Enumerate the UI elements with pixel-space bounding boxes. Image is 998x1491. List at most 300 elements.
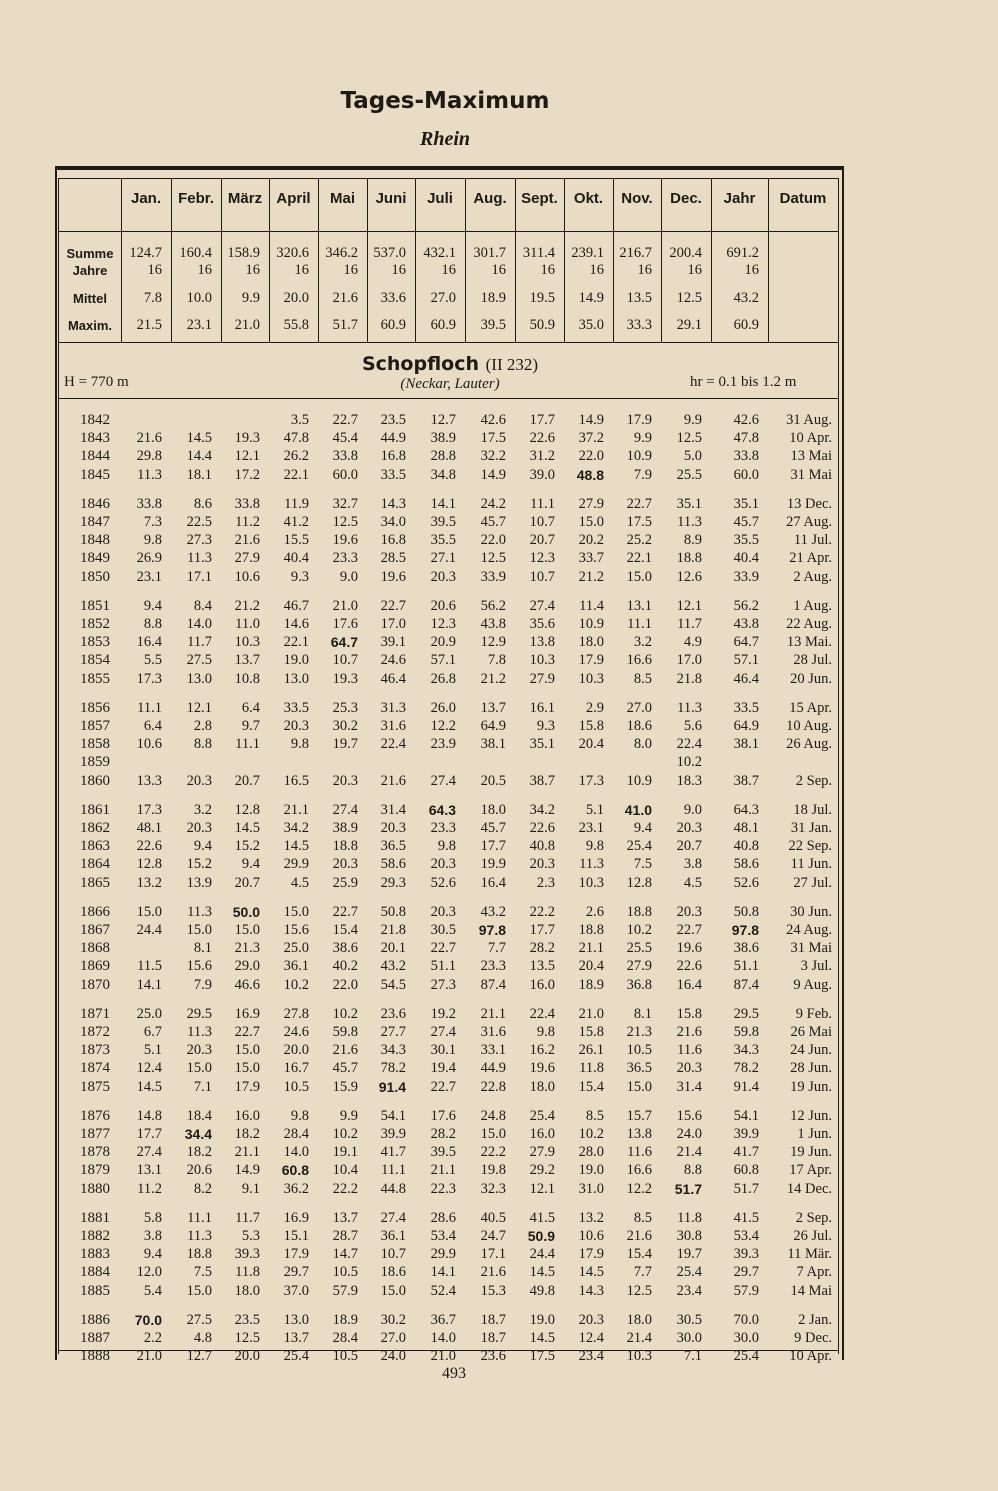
table-cell: 9.8: [143, 532, 162, 549]
table-cell: 20.6: [430, 597, 456, 614]
year-label: 1857: [80, 718, 110, 734]
table-cell: 39.9: [733, 1126, 759, 1142]
table-cell: 33.8: [136, 495, 162, 512]
summary-cell: 16: [245, 262, 260, 278]
table-cell: 31 Mai: [790, 466, 832, 483]
table-cell: 8.2: [193, 1180, 212, 1197]
table-cell: 10.5: [332, 1348, 358, 1365]
table-cell: 21.0: [430, 1348, 456, 1365]
table-cell: 11.3: [187, 1024, 212, 1040]
table-cell: 54.5: [380, 976, 406, 993]
table-cell: 27.5: [186, 1311, 212, 1328]
table-cell: 28.5: [380, 550, 406, 567]
table-cell: 30.0: [676, 1330, 702, 1346]
summary-cell: 33.3: [626, 317, 652, 333]
table-cell: 18.1: [186, 466, 212, 483]
table-cell: 20.5: [480, 772, 506, 789]
table-cell: 31 Jan.: [790, 820, 832, 836]
table-cell: 14.1: [430, 495, 456, 512]
table-cell: 39.9: [380, 1126, 406, 1142]
table-cell: 19.2: [430, 1005, 456, 1022]
year-label: 1862: [80, 820, 110, 836]
table-cell: 7.8: [487, 652, 506, 669]
table-cell: 21.0: [136, 1348, 162, 1365]
table-cell: 17.9: [578, 1246, 604, 1263]
row-rule: [58, 342, 838, 343]
table-cell: 31.4: [676, 1078, 702, 1095]
table-cell: 33.1: [480, 1042, 506, 1059]
summary-cell: 39.5: [480, 317, 506, 333]
table-cell: 2.8: [193, 718, 212, 734]
table-cell: 35.1: [676, 495, 702, 512]
table-cell: 34.4: [184, 1126, 212, 1142]
table-cell: 10.3: [529, 652, 555, 669]
column-header: Febr.: [178, 190, 214, 207]
table-cell: 23.5: [234, 1311, 260, 1328]
table-cell: 23.3: [480, 958, 506, 975]
table-cell: 14.5: [234, 820, 260, 836]
table-cell: 39.3: [234, 1246, 260, 1263]
table-cell: 2 Aug.: [793, 568, 832, 585]
table-cell: 97.8: [478, 922, 506, 938]
table-cell: 22.7: [332, 903, 358, 920]
year-label: 1860: [80, 772, 110, 789]
table-cell: 45.4: [332, 430, 358, 447]
table-cell: 4.5: [290, 874, 309, 891]
table-cell: 20.3: [380, 820, 406, 836]
table-cell: 21.0: [578, 1005, 604, 1022]
table-cell: 48.8: [576, 466, 604, 483]
table-cell: 12.1: [529, 1180, 555, 1197]
table-cell: 9 Aug.: [793, 976, 832, 993]
table-cell: 17.7: [136, 1126, 162, 1142]
table-cell: 28.4: [332, 1330, 358, 1346]
table-cell: 20.3: [430, 903, 456, 920]
table-cell: 33.8: [733, 448, 759, 465]
table-cell: 10.4: [332, 1162, 358, 1179]
table-cell: 12.7: [186, 1348, 212, 1365]
table-cell: 27 Aug.: [786, 514, 832, 530]
table-cell: 15.0: [626, 568, 652, 585]
table-cell: 36.1: [283, 958, 309, 975]
table-cell: 15.9: [332, 1078, 358, 1095]
table-cell: 21.1: [283, 801, 309, 818]
table-cell: 7.1: [683, 1348, 702, 1365]
table-cell: 12.9: [480, 634, 506, 651]
year-label: 1881: [80, 1209, 110, 1226]
station-basin: (Neckar, Lauter): [400, 376, 500, 392]
table-cell: 13 Mai.: [786, 634, 832, 651]
table-cell: 11.1: [137, 699, 162, 716]
table-cell: 23.5: [380, 412, 406, 428]
table-cell: 12.2: [430, 718, 456, 734]
table-cell: 19 Jun.: [790, 1078, 832, 1095]
table-cell: 53.4: [733, 1228, 759, 1244]
table-cell: 12 Jun.: [790, 1107, 832, 1124]
table-cell: 32.2: [480, 448, 506, 465]
table-cell: 26.2: [283, 448, 309, 465]
table-cell: 22.7: [332, 412, 358, 428]
column-header: Nov.: [621, 190, 653, 207]
table-cell: 14.1: [136, 976, 162, 993]
table-cell: 20.1: [380, 940, 406, 957]
table-cell: 37.0: [283, 1282, 309, 1299]
summary-cell: 50.9: [529, 317, 555, 333]
table-cell: 35.1: [733, 495, 759, 512]
year-label: 1845: [80, 466, 110, 483]
table-cell: 12.5: [480, 550, 506, 567]
summary-label: Mittel: [73, 291, 107, 306]
table-cell: 39.0: [529, 466, 555, 483]
table-cell: 20.3: [332, 772, 358, 789]
table-cell: 51.1: [430, 958, 456, 975]
table-cell: 14.0: [186, 616, 212, 632]
table-cell: 7.5: [633, 856, 652, 873]
table-cell: 27.4: [430, 1024, 456, 1040]
table-cell: 25.4: [676, 1264, 702, 1281]
table-cell: 10.9: [626, 772, 652, 789]
summary-cell: 16: [147, 262, 162, 278]
summary-cell: 124.7: [129, 245, 162, 261]
table-cell: 18.7: [480, 1330, 506, 1346]
table-cell: 22 Aug.: [786, 616, 832, 632]
table-cell: 11.1: [627, 616, 652, 632]
table-cell: 7.3: [143, 514, 162, 530]
table-cell: 11.0: [235, 616, 260, 632]
table-cell: 11.4: [579, 597, 604, 614]
table-cell: 20.3: [332, 856, 358, 873]
table-cell: 31 Mai: [790, 940, 832, 957]
table-cell: 37.2: [578, 430, 604, 447]
table-cell: 33.9: [733, 568, 759, 585]
table-cell: 22.4: [529, 1005, 555, 1022]
table-cell: 24.4: [529, 1246, 555, 1263]
table-cell: 32.3: [480, 1180, 506, 1197]
table-cell: 35.1: [529, 736, 555, 753]
table-cell: 24.4: [136, 922, 162, 938]
table-cell: 26.8: [430, 670, 456, 687]
table-cell: 22.1: [283, 466, 309, 483]
table-cell: 20.7: [529, 532, 555, 549]
year-label: 1853: [80, 634, 110, 651]
table-cell: 2 Jan.: [798, 1311, 832, 1328]
year-label: 1854: [80, 652, 110, 669]
year-label: 1887: [80, 1330, 110, 1346]
year-label: 1875: [80, 1078, 110, 1095]
table-cell: 31.6: [380, 718, 406, 734]
table-cell: 38.6: [733, 940, 759, 957]
year-label: 1870: [80, 976, 110, 993]
table-cell: 9.8: [585, 838, 604, 855]
table-cell: 64.7: [330, 634, 358, 651]
summary-cell: 16: [294, 262, 309, 278]
table-cell: 15.1: [283, 1228, 309, 1244]
table-cell: 17.9: [283, 1246, 309, 1263]
table-cell: 52.6: [733, 874, 759, 891]
table-cell: 22.4: [380, 736, 406, 753]
page-title: Tages-Maximum: [340, 88, 550, 114]
table-cell: 35.5: [430, 532, 456, 549]
table-cell: 38.9: [332, 820, 358, 836]
table-cell: 28.0: [578, 1144, 604, 1161]
table-cell: 10.2: [332, 1005, 358, 1022]
table-cell: 27.3: [186, 532, 212, 549]
table-cell: 28.7: [332, 1228, 358, 1244]
table-cell: 15.0: [136, 903, 162, 920]
table-cell: 70.0: [733, 1311, 759, 1328]
table-cell: 58.6: [380, 856, 406, 873]
table-cell: 18.8: [626, 903, 652, 920]
column-header: Jan.: [130, 190, 161, 207]
year-label: 1864: [80, 856, 110, 873]
table-cell: 15.4: [578, 1078, 604, 1095]
table-cell: 40.5: [480, 1209, 506, 1226]
table-cell: 70.0: [134, 1311, 162, 1328]
column-header: Juni: [375, 190, 407, 207]
year-label: 1888: [80, 1348, 110, 1365]
table-cell: 10 Apr.: [789, 430, 832, 447]
table-cell: 22.0: [480, 532, 506, 549]
table-cell: 27.1: [430, 550, 456, 567]
table-cell: 18 Jul.: [793, 801, 832, 818]
table-cell: 24.6: [380, 652, 406, 669]
table-cell: 26 Mai: [790, 1024, 832, 1040]
table-cell: 31.4: [380, 801, 406, 818]
table-cell: 17.9: [234, 1078, 260, 1095]
table-cell: 11.6: [677, 1042, 702, 1059]
table-cell: 34.0: [380, 514, 406, 530]
table-cell: 23.4: [676, 1282, 702, 1299]
year-label: 1848: [80, 532, 110, 549]
table-cell: 8.8: [193, 736, 212, 753]
table-cell: 28.4: [283, 1126, 309, 1142]
table-cell: 15.4: [332, 922, 358, 938]
summary-cell: 33.6: [380, 290, 406, 306]
column-header: März: [227, 190, 263, 207]
table-cell: 5.6: [683, 718, 702, 734]
summary-cell: 158.9: [227, 245, 260, 261]
table-cell: 19.8: [480, 1162, 506, 1179]
table-cell: 41.5: [529, 1209, 555, 1226]
table-cell: 46.4: [380, 670, 406, 687]
table-cell: 20.4: [578, 736, 604, 753]
table-cell: 27.4: [430, 772, 456, 789]
table-cell: 41.2: [283, 514, 309, 530]
table-cell: 26.1: [578, 1042, 604, 1059]
table-cell: 22.5: [186, 514, 212, 530]
table-cell: 28.2: [430, 1126, 456, 1142]
column-header: April: [276, 190, 311, 207]
table-cell: 2.3: [536, 874, 555, 891]
year-label: 1886: [80, 1311, 110, 1328]
table-cell: 12.0: [136, 1264, 162, 1281]
table-cell: 27.3: [430, 976, 456, 993]
table-cell: 17 Apr.: [789, 1162, 832, 1179]
table-cell: 33.9: [480, 568, 506, 585]
year-label: 1863: [80, 838, 110, 855]
table-cell: 25.0: [136, 1005, 162, 1022]
summary-cell: 16: [441, 262, 456, 278]
year-label: 1844: [80, 448, 110, 465]
table-cell: 8.5: [585, 1107, 604, 1124]
table-cell: 15.0: [186, 1060, 212, 1077]
table-cell: 21.1: [234, 1144, 260, 1161]
table-cell: 28.8: [430, 448, 456, 465]
table-cell: 23.9: [430, 736, 456, 753]
table-cell: 19.0: [578, 1162, 604, 1179]
table-cell: 12.5: [626, 1282, 652, 1299]
table-cell: 14.7: [332, 1246, 358, 1263]
row-rule: [58, 178, 838, 179]
table-cell: 19.7: [676, 1246, 702, 1263]
table-cell: 41.5: [733, 1209, 759, 1226]
table-cell: 49.8: [529, 1282, 555, 1299]
table-cell: 10.2: [578, 1126, 604, 1142]
table-cell: 12.7: [430, 412, 456, 428]
table-cell: 22.3: [430, 1180, 456, 1197]
table-cell: 15.0: [283, 903, 309, 920]
table-cell: 19.1: [332, 1144, 358, 1161]
summary-cell: 301.7: [473, 245, 506, 261]
table-cell: 38.6: [332, 940, 358, 957]
table-cell: 20.0: [283, 1042, 309, 1059]
table-cell: 13.1: [626, 597, 652, 614]
table-cell: 41.7: [733, 1144, 759, 1161]
table-cell: 11.3: [579, 856, 604, 873]
table-cell: 23.6: [480, 1348, 506, 1365]
table-cell: 27.9: [578, 495, 604, 512]
table-cell: 24 Jun.: [790, 1042, 832, 1059]
table-cell: 27.7: [380, 1024, 406, 1040]
table-cell: 11.8: [677, 1209, 702, 1226]
table-cell: 17.1: [186, 568, 212, 585]
table-cell: 22.8: [480, 1078, 506, 1095]
page-subtitle: Rhein: [419, 128, 471, 150]
table-cell: 5.4: [143, 1282, 162, 1299]
table-cell: 21.4: [626, 1330, 652, 1346]
table-cell: 29.9: [430, 1246, 456, 1263]
table-cell: 20.3: [676, 1060, 702, 1077]
table-cell: 11.1: [530, 495, 555, 512]
table-cell: 26.9: [136, 550, 162, 567]
summary-cell: 16: [343, 262, 358, 278]
year-label: 1876: [80, 1107, 110, 1124]
table-cell: 10.5: [626, 1042, 652, 1059]
table-cell: 39.3: [733, 1246, 759, 1263]
year-label: 1869: [80, 958, 110, 975]
table-cell: 14.0: [430, 1330, 456, 1346]
table-cell: 20.7: [234, 772, 260, 789]
summary-cell: 51.7: [332, 317, 358, 333]
table-cell: 7.1: [193, 1078, 212, 1095]
table-cell: 22.2: [332, 1180, 358, 1197]
table-cell: 9.8: [290, 1107, 309, 1124]
table-cell: 34.8: [430, 466, 456, 483]
table-cell: 36.1: [380, 1228, 406, 1244]
table-cell: 24 Aug.: [786, 922, 832, 938]
table-cell: 13.0: [283, 1311, 309, 1328]
table-cell: 29.8: [136, 448, 162, 465]
table-cell: 14.3: [578, 1282, 604, 1299]
table-cell: 22.6: [676, 958, 702, 975]
table-cell: 5.1: [143, 1042, 162, 1059]
table-cell: 8.9: [683, 532, 702, 549]
table-cell: 9.3: [290, 568, 309, 585]
table-cell: 21.6: [234, 532, 260, 549]
summary-cell: 239.1: [571, 245, 604, 261]
table-cell: 18.8: [578, 922, 604, 938]
table-cell: 22.2: [480, 1144, 506, 1161]
year-label: 1851: [80, 597, 110, 614]
table-cell: 15.5: [283, 532, 309, 549]
table-cell: 50.0: [232, 903, 260, 920]
summary-cell: 537.0: [373, 245, 406, 261]
table-cell: 8.6: [193, 495, 212, 512]
table-cell: 17.6: [430, 1107, 456, 1124]
table-cell: 14.0: [283, 1144, 309, 1161]
table-cell: 16.4: [676, 976, 702, 993]
table-cell: 15.0: [234, 1060, 260, 1077]
table-cell: 11.7: [187, 634, 212, 651]
table-cell: 29.9: [283, 856, 309, 873]
table-cell: 19.0: [283, 652, 309, 669]
table-cell: 27 Jul.: [793, 874, 832, 891]
table-cell: 13.5: [529, 958, 555, 975]
table-cell: 10.3: [234, 634, 260, 651]
table-cell: 17.3: [578, 772, 604, 789]
table-cell: 16.8: [380, 532, 406, 549]
table-cell: 52.4: [430, 1282, 456, 1299]
table-cell: 17.7: [529, 412, 555, 428]
table-cell: 12.8: [136, 856, 162, 873]
summary-cell: 10.0: [186, 290, 212, 306]
table-cell: 34.3: [380, 1042, 406, 1059]
table-cell: 14.5: [136, 1078, 162, 1095]
table-cell: 30.0: [733, 1330, 759, 1346]
table-cell: 13.2: [578, 1209, 604, 1226]
summary-cell: 16: [637, 262, 652, 278]
table-cell: 9.4: [241, 856, 260, 873]
table-cell: 15.6: [283, 922, 309, 938]
table-cell: 12.4: [136, 1060, 162, 1077]
table-cell: 6.4: [241, 699, 260, 716]
table-cell: 14.5: [283, 838, 309, 855]
summary-cell: 200.4: [669, 245, 702, 261]
table-cell: 27.0: [626, 699, 652, 716]
year-label: 1865: [80, 874, 110, 891]
table-cell: 7.9: [193, 976, 212, 993]
table-cell: 25.3: [332, 699, 358, 716]
table-cell: 24.0: [676, 1126, 702, 1142]
table-cell: 12.1: [186, 699, 212, 716]
summary-cell: 60.9: [733, 317, 759, 333]
table-cell: 7 Apr.: [796, 1264, 832, 1281]
table-cell: 22.7: [234, 1024, 260, 1040]
table-cell: 51.7: [733, 1180, 759, 1197]
table-cell: 46.6: [234, 976, 260, 993]
table-cell: 16.0: [529, 1126, 555, 1142]
summary-cell: 216.7: [619, 245, 652, 261]
table-cell: 14.6: [283, 616, 309, 632]
table-cell: 34.2: [283, 820, 309, 836]
table-cell: 20.7: [234, 874, 260, 891]
table-cell: 21 Apr.: [789, 550, 832, 567]
table-cell: 57.9: [332, 1282, 358, 1299]
table-cell: 25.5: [626, 940, 652, 957]
table-cell: 11 Jul.: [793, 532, 832, 549]
table-cell: 51.1: [733, 958, 759, 975]
table-cell: 58.6: [733, 856, 759, 873]
